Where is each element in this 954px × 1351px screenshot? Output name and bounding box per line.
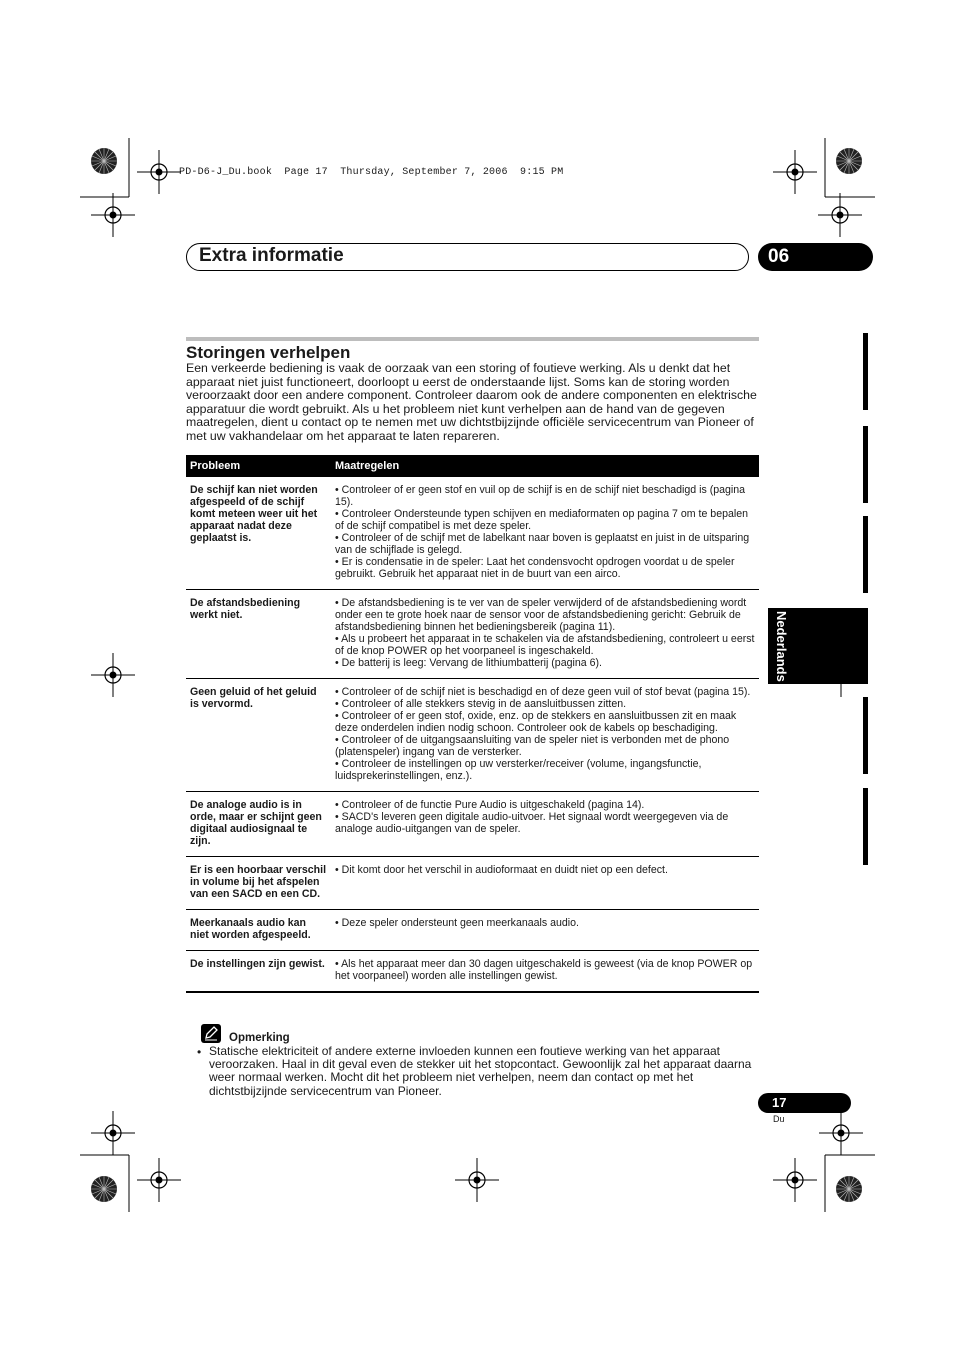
column-header-problem: Probleem	[186, 455, 331, 477]
remedy-item: • Controleer of er geen stof en vuil op de schijf is en de schijf niet beschadigd is (pagina 15).	[335, 484, 746, 508]
side-thumb-bar	[863, 516, 868, 593]
note-bullet: •	[197, 1045, 202, 1059]
remedy-item: • Deze speler ondersteunt geen meerkanaals audio.	[335, 917, 579, 929]
remedy-item: • Controleer of alle stekkers stevig in de aansluitbussen zitten.	[335, 698, 627, 710]
remedy-cell	[331, 857, 759, 910]
table-row	[186, 951, 759, 993]
problem-cell: De analoge audio is in orde, maar er schijnt geen digitaal audiosignaal te zijn.	[186, 792, 331, 857]
remedy-item: • Controleer de instellingen op uw versterker/receiver (volume, ingangsfunctie, luidsprekerinstellingen, enz.).	[335, 758, 702, 782]
remedy-item: • Controleer of de schijf met de labelkant naar boven is geplaatst en juist in de uitsparing van de schijflade is gelegd.	[335, 532, 750, 556]
language-tab-label: Nederlands	[774, 610, 789, 682]
problem-cell: De afstandsbediening werkt niet.	[186, 590, 331, 679]
side-thumb-bar	[863, 697, 868, 774]
section-divider	[186, 337, 759, 341]
remedy-item: • Controleer of de uitgangsaansluiting van de speler niet is verbonden met de phono (platenspeler) ingang van de versterker.	[335, 734, 730, 758]
table-header-row	[186, 455, 759, 477]
chapter-number: 06	[768, 246, 790, 267]
problem-cell: Er is een hoorbaar verschil in volume bij het afspelen van een SACD en een CD.	[186, 857, 331, 910]
remedy-item: • Controleer Ondersteunde typen schijven en mediaformaten op pagina 7 om te bepalen of de schijf compatibel is met deze speler.	[335, 508, 749, 532]
problem-cell: De instellingen zijn gewist.	[186, 951, 331, 993]
page-number: 17	[772, 1095, 787, 1110]
table-row	[186, 477, 759, 590]
side-thumb-bar	[863, 426, 868, 503]
remedy-item: • Dit komt door het verschil in audioformaat en duidt niet op een defect.	[335, 864, 668, 876]
remedy-item: • Controleer of de functie Pure Audio is uitgeschakeld (pagina 14).	[335, 799, 645, 811]
remedy-cell	[331, 679, 759, 792]
page-title: Extra informatie	[199, 245, 344, 266]
remedy-item: • Er is condensatie in de speler: Laat het condensvocht opdrogen voordat u de speler gebruikt. Gebruik het apparaat niet in de buurt van een airco.	[335, 556, 735, 580]
table-row	[186, 910, 759, 951]
troubleshooting-table	[186, 455, 759, 993]
note-text: Statische elektriciteit of andere externe invloeden kunnen een foutieve werking van het apparaat veroorzaken. Haal in dit geval even de stekker uit het stopcontact. Gewoonlijk zal het apparaat daarna weer normaal werken. Mocht dit het probleem niet verhelpen, neem dan contact op met het dichtstbijzijnde servicecentrum van Pioneer.	[209, 1044, 752, 1098]
problem-cell: De schijf kan niet worden afgespeeld of de schijf komt meteen weer uit het apparaat nadat deze geplaatst is.	[186, 477, 331, 590]
remedy-item: • Als het apparaat meer dan 30 dagen uitgeschakeld is geweest (via de knop POWER op het voorpaneel) worden alle instellingen gewist.	[335, 958, 753, 982]
column-header-remedy: Maatregelen	[331, 455, 759, 477]
remedy-cell	[331, 477, 759, 590]
remedy-item: • SACD's leveren geen digitale audio-uitvoer. Het signaal wordt weergegeven via de analoge audio-uitgangen van de speler.	[335, 811, 729, 835]
remedy-item: • De batterij is leeg: Vervang de lithiumbatterij (pagina 6).	[335, 657, 602, 669]
remedy-cell	[331, 910, 759, 951]
remedy-item: • De afstandsbediening is te ver van de speler verwijderd of de afstandsbediening wordt onder een te grote hoek naar de sensor voor de afstandsbediening gericht: Gebruik de afstandsbediening binnen het bedieningsbereik (pagina 11).	[335, 597, 747, 633]
table-row	[186, 792, 759, 857]
remedy-item: • Als u probeert het apparaat in te schakelen via de afstandsbediening, controleert u eerst of de knop POWER op het voorpaneel is ingeschakeld.	[335, 633, 755, 657]
section-title: Storingen verhelpen	[186, 343, 351, 362]
side-thumb-bar	[863, 788, 868, 865]
side-thumb-bar	[863, 333, 868, 410]
page-language: Du	[773, 1114, 785, 1124]
table-row	[186, 857, 759, 910]
table-row	[186, 590, 759, 679]
remedy-item: • Controleer of er geen stof, oxide, enz. op de stekkers en aansluitbussen zit en maak deze onderdelen indien nodig schoon. Controleer ook de kabels op beschadiging.	[335, 710, 737, 734]
problem-cell: Meerkanaals audio kan niet worden afgespeeld.	[186, 910, 331, 951]
remedy-cell	[331, 951, 759, 993]
print-info: PD-D6-J_Du.book Page 17 Thursday, September 7, 2006 9:15 PM	[179, 167, 564, 178]
remedy-cell	[331, 792, 759, 857]
remedy-cell	[331, 590, 759, 679]
remedy-item: • Controleer of de schijf niet is beschadigd en of deze geen vuil of stof bevat (pagina 15).	[335, 686, 751, 698]
section-intro: Een verkeerde bediening is vaak de oorzaak van een storing of foutieve werking. Als u denkt dat het apparaat niet juist functioneert, doorloopt u eerst de onderstaande lijst. Soms kan de storing worden veroorzaakt door een andere component. Controleer daarom ook de andere componenten en elektrische apparatuur die wordt gebruikt. Als u het probleem niet kunt verhelpen aan de hand van de gegeven maatregelen, dient u contact op te nemen met uw dichtstbijzijnde officiële servicecentrum van Pioneer of met uw vakhandelaar om het apparaat te laten repareren.	[186, 361, 757, 443]
note-pencil-icon	[201, 1024, 221, 1043]
table-row	[186, 679, 759, 792]
problem-cell: Geen geluid of het geluid is vervormd.	[186, 679, 331, 792]
note-title: Opmerking	[229, 1032, 290, 1044]
